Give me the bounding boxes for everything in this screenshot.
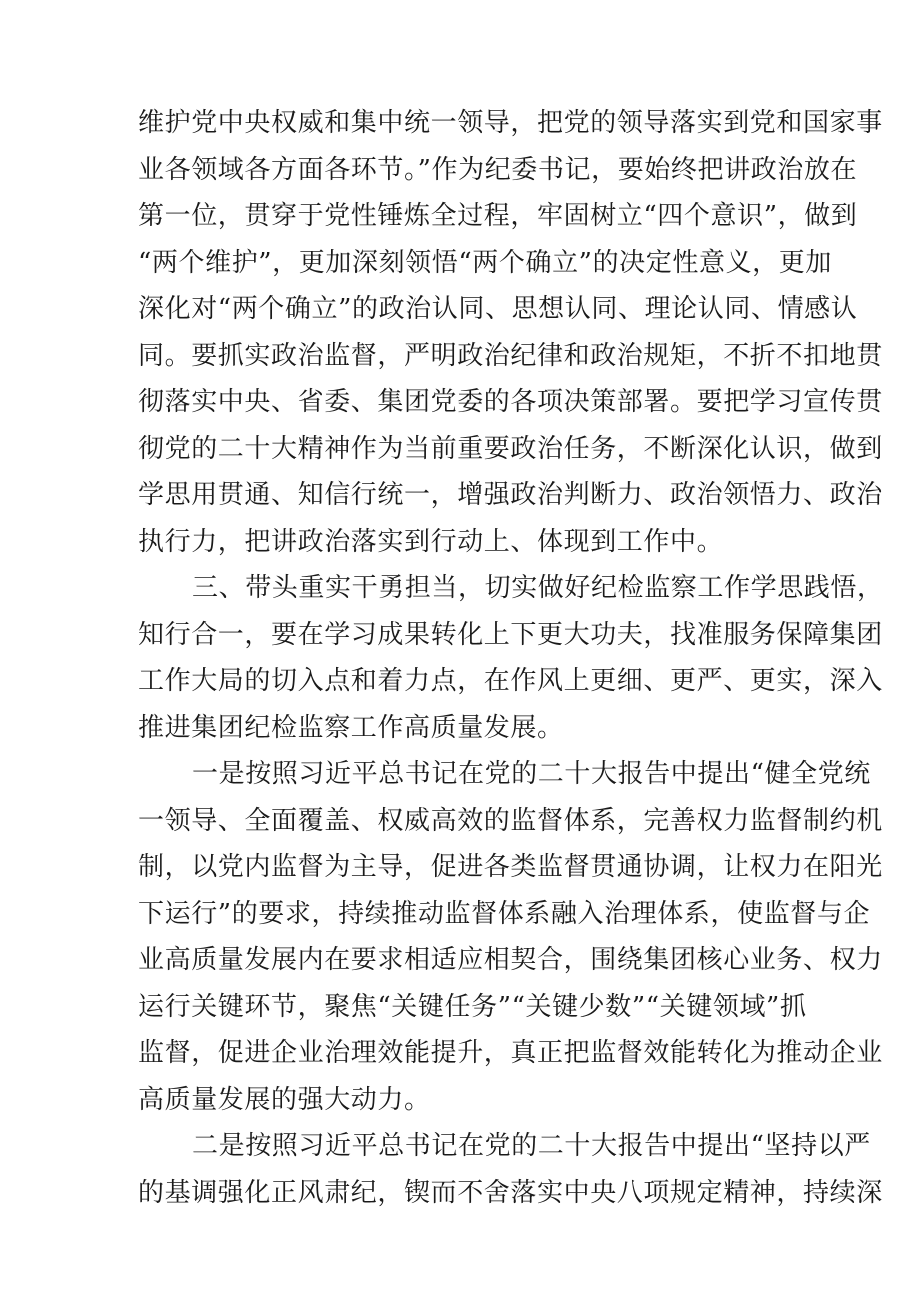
text-line: 推进集团纪检监察工作高质量发展。 — [138, 712, 564, 743]
text-line: 维护党中央权威和集中统一领导，把党的领导落实到党和国家事 — [138, 108, 883, 138]
text-line: 彻落实中央、省委、集团党委的各项决策部署。要把学习宣传贯 — [138, 387, 883, 417]
text-line: 监督，促进企业治理效能提升，真正把监督效能转化为推动企业 — [138, 1038, 883, 1068]
text-line: 知行合一，要在学习成果转化上下更大功夫，找准服务保障集团 — [138, 619, 883, 650]
text-line: 高质量发展的强大动力。 — [138, 1084, 431, 1115]
text-line: 业高质量发展内在要求相适应相契合，围绕集团核心业务、权力 — [138, 945, 883, 975]
text-line: 一领导、全面覆盖、权威高效的监督体系，完善权力监督制约机 — [138, 805, 883, 836]
text-line: 的基调强化正风肃纪，锲而不舍落实中央八项规定精神，持续深 — [138, 1177, 883, 1208]
text-line: 下运行”的要求，持续推动监督体系融入治理体系，使监督与企 — [138, 898, 871, 929]
text-line: 业各领域各方面各环节。”作为纪委书记，要始终把讲政治放在 — [138, 154, 858, 185]
text-line: 彻党的二十大精神作为当前重要政治任务，不断深化认识，做到 — [138, 433, 883, 464]
text-line: 第一位，贯穿于党性锤炼全过程，牢固树立“四个意识”，做到 — [138, 201, 858, 231]
text-line: “两个维护”，更加深刻领悟“两个确立”的决定性意义，更加 — [138, 247, 832, 278]
paragraph-start-line: 三、带头重实干勇担当，切实做好纪检监察工作学思践悟， — [192, 573, 884, 603]
text-line: 学思用贯通、知信行统一，增强政治判断力、政治领悟力、政治 — [138, 480, 883, 510]
text-line: 工作大局的切入点和着力点，在作风上更细、更严、更实，深入 — [138, 666, 883, 696]
text-line: 运行关键环节，聚焦“关键任务”“关键少数”“关键领域”抓 — [138, 991, 807, 1022]
text-line: 同。要抓实政治监督，严明政治纪律和政治规矩，不折不扣地贯 — [138, 340, 883, 371]
text-line: 深化对“两个确立”的政治认同、思想认同、理论认同、情感认 — [138, 294, 858, 324]
paragraph-start-line: 二是按照习近平总书记在党的二十大报告中提出“坚持以严 — [192, 1131, 871, 1161]
text-line: 执行力，把讲政治落实到行动上、体现到工作中。 — [138, 526, 724, 557]
body-text — [138, 100, 884, 1216]
paragraph-start-line: 一是按照习近平总书记在党的二十大报告中提出“健全党统 — [192, 759, 871, 789]
text-line: 制，以党内监督为主导，促进各类监督贯通协调，让权力在阳光 — [138, 852, 883, 882]
